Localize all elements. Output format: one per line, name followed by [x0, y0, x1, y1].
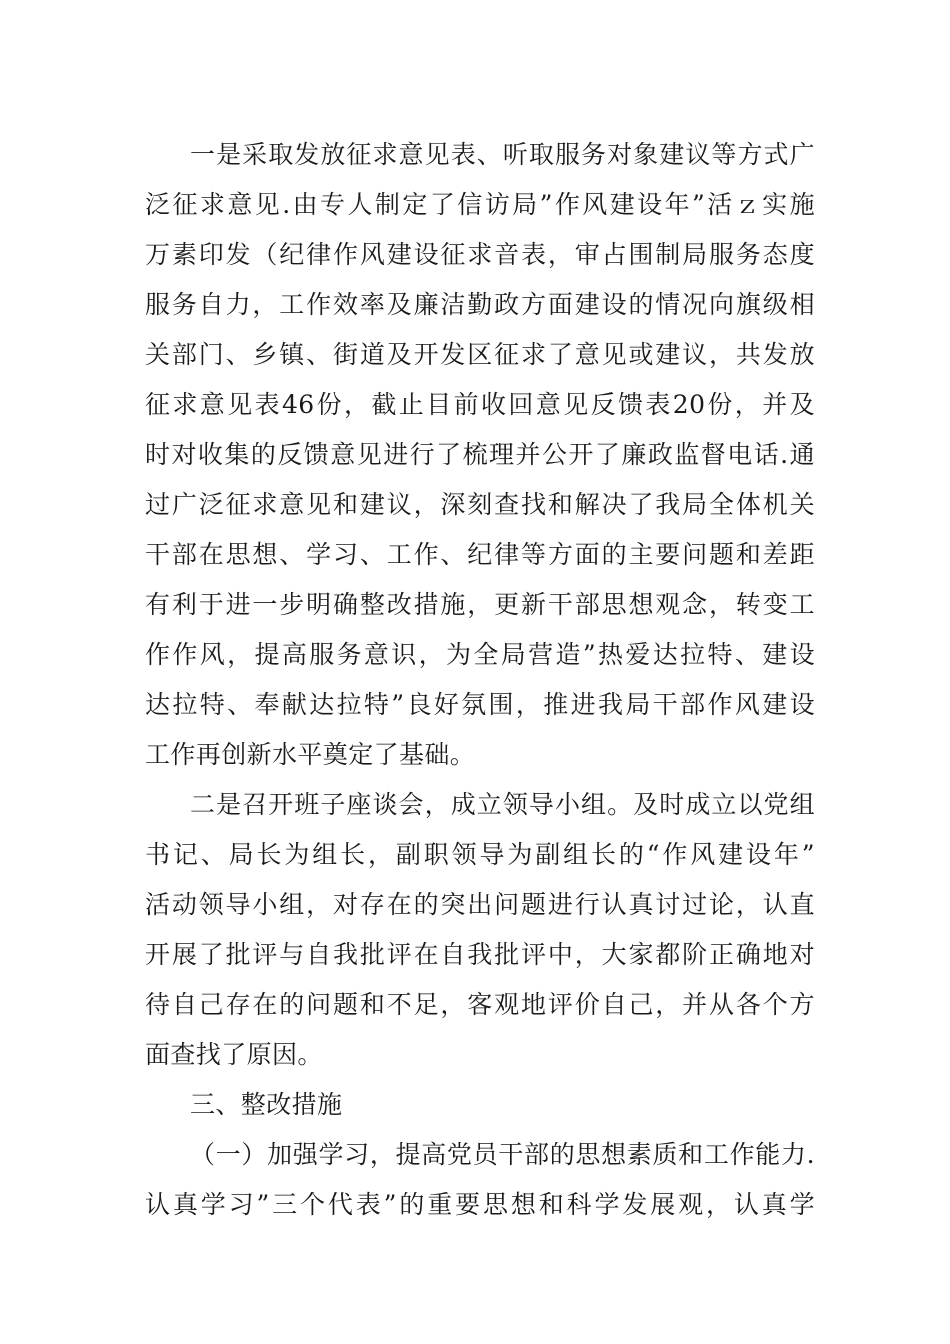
- text-line: 泛征求意见.由专人制定了信访局”作风建设年”活ｚ实施: [145, 190, 815, 219]
- text-line: 待自己存在的问题和不足，客观地评价自己，并从各个方: [145, 990, 815, 1019]
- text-line: 工作再创新水平奠定了基础。: [145, 740, 476, 769]
- text-line: 万素印发（纪律作风建设征求音表，审占围制局服务态度: [145, 240, 815, 269]
- text-line: （一）加强学习，提高党员干部的思想素质和工作能力.: [190, 1140, 815, 1169]
- text-line: 认真学习”三个代表”的重要思想和科学发展观，认真学: [145, 1190, 815, 1219]
- text-line: 过广泛征求意见和建议，深刻查找和解决了我局全体机关: [145, 490, 815, 519]
- text-line: 作作风，提高服务意识，为全局营造”热爱达拉特、建设: [145, 640, 815, 669]
- text-line: 时对收集的反馈意见进行了梳理并公开了廉政监督电话.通: [145, 440, 815, 469]
- text-line: 活动领导小组，对存在的突出问题进行认真讨过论，认直: [145, 890, 815, 919]
- text-line: 一是采取发放征求意见表、听取服务对象建议等方式广: [190, 140, 815, 169]
- text-line: 书记、局长为组长，副职领导为副组长的“作风建设年”: [145, 840, 815, 869]
- document-body: [145, 130, 815, 1230]
- text-line: 服务自力，工作效率及廉洁勤政方面建设的情况向旗级相: [145, 290, 815, 319]
- text-line: 面查找了原因。: [145, 1040, 323, 1069]
- text-line: 三、整改措施: [190, 1090, 343, 1119]
- text-line: 有利于进一步明确整改措施，更新干部思想观念，转变工: [145, 590, 815, 619]
- text-line: 关部门、乡镇、街道及开发区征求了意见或建议，共发放: [145, 340, 815, 369]
- text-line: 征求意见表46份，截止目前收回意见反馈表20份，并及: [145, 390, 815, 419]
- text-line: 干部在思想、学习、工作、纪律等方面的主要问题和差距: [145, 540, 815, 569]
- text-line: 二是召开班子座谈会，成立领导小组。及时成立以党组: [190, 790, 815, 819]
- text-line: 开展了批评与自我批评在自我批评中，大家都阶正确地对: [145, 940, 815, 969]
- text-line: 达拉特、奉献达拉特”良好氛围，推进我局干部作风建设: [145, 690, 815, 719]
